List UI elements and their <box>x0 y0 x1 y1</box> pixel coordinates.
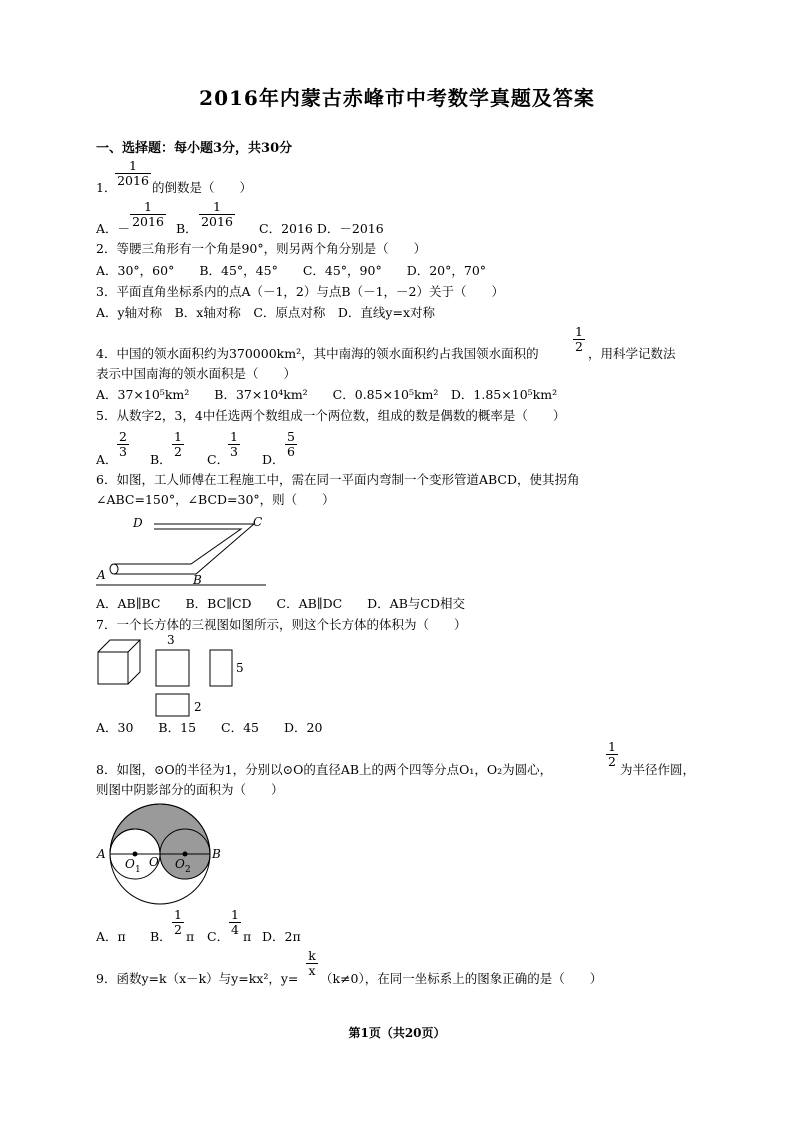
q4-text-line1: 4．中国的领水面积约为370000km²，其中南海的领水面积约占我国领水面积的 <box>96 346 539 361</box>
q6-label-d: D <box>133 516 143 530</box>
q6-pipe-bottom-edge <box>114 524 254 574</box>
q5-option-a-fraction <box>117 430 129 459</box>
q3-options: A．y轴对称 B．x轴对称 C．原点对称 D．直线y=x对称 <box>96 305 435 320</box>
q1-fraction-num: 1 <box>129 158 137 173</box>
q1-option-a-label: A．－ <box>96 221 131 236</box>
q5-option-d-num: 5 <box>287 429 295 444</box>
q7-cuboid <box>98 640 140 684</box>
q6-pipe-figure <box>96 512 271 588</box>
q6-label-a: A <box>97 568 106 582</box>
q5-option-b-label: B． <box>150 452 172 467</box>
q9-fraction-den: x <box>306 963 318 978</box>
q5-option-b-den: 2 <box>172 444 184 459</box>
q8-option-c-suffix: π <box>243 929 252 944</box>
q1-fraction <box>115 159 151 188</box>
q8-label-a: A <box>97 847 106 861</box>
page-title: 2016年内蒙古赤峰市中考数学真题及答案 <box>199 86 595 110</box>
q1-option-b-num: 1 <box>213 199 221 214</box>
q1-option-a-num: 1 <box>144 199 152 214</box>
section-heading: 一、选择题：每小题3分，共30分 <box>96 141 293 156</box>
q7-label-side: 5 <box>236 661 244 675</box>
q8-text-line2: 则图中阴影部分的面积为（ ） <box>96 782 284 797</box>
q8-option-c-den: 4 <box>229 922 241 937</box>
q8-option-b-label: B． <box>150 929 172 944</box>
q7-label-bottom: 2 <box>194 700 202 714</box>
q9-text-start: 9．函数y=k（x－k）与y=kx²，y= <box>96 971 299 986</box>
q8-label-o1: O <box>125 857 135 871</box>
q8-fraction-den: 2 <box>606 754 618 769</box>
q7-side-view <box>210 650 232 686</box>
q1-fraction-den: 2016 <box>115 173 151 188</box>
q7-options: A．30 B．15 C．45 D．20 <box>96 720 323 735</box>
q8-option-b-den: 2 <box>172 922 184 937</box>
q8-option-b-fraction <box>172 908 184 937</box>
q1-text: 的倒数是（ ） <box>152 180 253 195</box>
q6-label-c: C <box>253 515 263 529</box>
q8-option-b-num: 1 <box>174 907 182 922</box>
q5-option-a-den: 3 <box>117 444 129 459</box>
q8-option-b-suffix: π <box>186 929 195 944</box>
q8-option-c-label: C． <box>207 929 230 944</box>
q8-label-o2-sub: 2 <box>185 865 191 875</box>
q4-text-line2: 表示中国南海的领水面积是（ ） <box>96 366 297 381</box>
q7-label-top: 3 <box>167 633 175 647</box>
q8-option-d: D．2π <box>262 929 301 944</box>
q8-option-a: A．π <box>96 929 126 944</box>
q8-text-line1: 8．如图，⊙O的半径为1，分别以⊙O的直径AB上的两个四等分点O₁，O₂为圆心， <box>96 762 553 777</box>
page-footer: 第1页（共20页） <box>348 1026 446 1040</box>
q3-text: 3．平面直角坐标系内的点A（－1，2）与点B（－1，－2）关于（ ） <box>96 284 504 299</box>
q5-option-c-fraction <box>228 430 240 459</box>
q6-pipe-top-edge <box>114 529 241 564</box>
q5-option-d-fraction <box>285 430 297 459</box>
q7-front-view <box>156 650 189 686</box>
q1-option-b-label: B． <box>176 221 198 236</box>
q8-fraction <box>606 740 618 769</box>
q1-option-b-den: 2016 <box>199 214 235 229</box>
q6-text-line2: ∠ABC=150°，∠BCD=30°，则（ ） <box>96 492 335 507</box>
q1-options-cd: C．2016 D．－2016 <box>259 221 384 236</box>
q4-options: A．37×10⁵km² B．37×10⁴km² C．0.85×10⁵km² D．1.85×10⁵km² <box>96 387 558 402</box>
q1-number: 1． <box>96 180 117 195</box>
q5-text: 5．从数字2，3，4中任选两个数组成一个两位数，组成的数是偶数的概率是（ ） <box>96 408 566 423</box>
q2-text: 2．等腰三角形有一个角是90°，则另两个角分别是（ ） <box>96 241 427 256</box>
q4-text-line1-end: ，用科学记数法 <box>588 346 676 361</box>
q8-point-o2 <box>183 852 188 857</box>
q8-option-c-fraction <box>229 908 241 937</box>
q8-label-o2: O <box>175 857 185 871</box>
q5-option-c-num: 1 <box>230 429 238 444</box>
q1-option-a-fraction <box>130 200 166 229</box>
q8-label-b: B <box>212 847 221 861</box>
q6-label-b: B <box>193 573 202 587</box>
q4-fraction <box>573 325 585 354</box>
q8-label-o: O <box>149 855 159 869</box>
q5-option-b-fraction <box>172 430 184 459</box>
q8-label-o1-sub: 1 <box>135 865 141 875</box>
q9-fraction-num: k <box>308 948 316 963</box>
q5-option-c-label: C． <box>207 452 230 467</box>
q1-option-a-den: 2016 <box>130 214 166 229</box>
q5-option-a-label: A． <box>96 452 118 467</box>
q8-option-c-num: 1 <box>231 907 239 922</box>
q2-options: A．30°，60° B．45°，45° C．45°，90° D．20°，70° <box>96 263 487 278</box>
q7-text: 7．一个长方体的三视图如图所示，则这个长方体的体积为（ ） <box>96 617 467 632</box>
q5-option-a-num: 2 <box>119 429 127 444</box>
q5-option-c-den: 3 <box>228 444 240 459</box>
q6-options: A．AB∥BC B．BC∥CD C．AB∥DC D．AB与CD相交 <box>96 596 465 611</box>
q6-pipe-opening <box>110 564 118 574</box>
q4-fraction-den: 2 <box>573 339 585 354</box>
q7-top-view <box>156 694 189 716</box>
q1-option-b-fraction <box>199 200 235 229</box>
q8-circles-figure <box>96 800 224 910</box>
q8-text-line1-end: 为半径作圆， <box>620 762 696 777</box>
q8-point-o1 <box>133 852 138 857</box>
q6-text-line1: 6．如图，工人师傅在工程施工中，需在同一平面内弯制一个变形管道ABCD，使其拐角 <box>96 472 580 487</box>
q5-option-d-label: D． <box>262 452 285 467</box>
q7-three-views-figure <box>96 632 256 720</box>
q9-fraction <box>306 949 318 978</box>
q5-option-d-den: 6 <box>285 444 297 459</box>
q5-option-b-num: 1 <box>174 429 182 444</box>
q4-fraction-num: 1 <box>575 324 583 339</box>
q8-fraction-num: 1 <box>608 739 616 754</box>
q9-text-end: （k≠0），在同一坐标系上的图象正确的是（ ） <box>320 971 603 986</box>
